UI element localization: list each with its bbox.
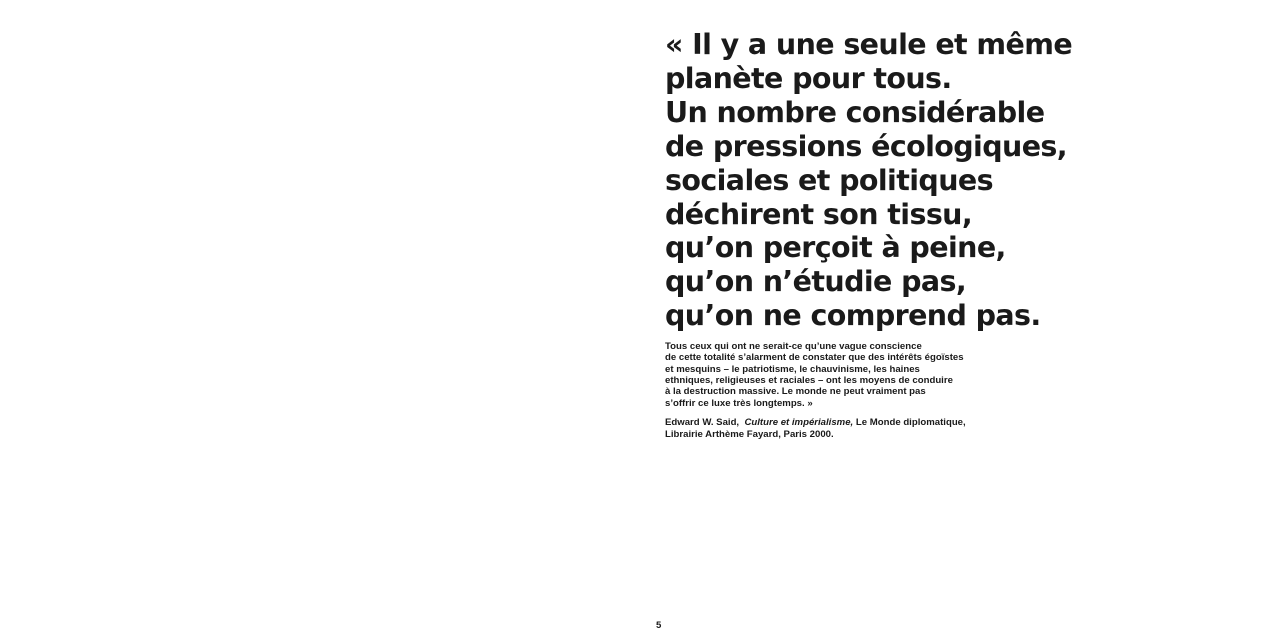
citation-line-1 bbox=[665, 417, 1265, 429]
quote-headline bbox=[665, 28, 1265, 333]
body-line: et mesquins – le patriotisme, le chauvinisme, les haines bbox=[665, 363, 920, 375]
citation-publisher: Le Monde diplomatique, bbox=[855, 416, 966, 428]
headline-line: déchirent son tissu, bbox=[665, 197, 973, 231]
headline-line: « Il y a une seule et même bbox=[665, 28, 1073, 61]
citation-line-2: Librairie Arthème Fayard, Paris 2000. bbox=[665, 428, 834, 440]
quote-body bbox=[665, 341, 1265, 409]
headline-line: qu’on n’étudie pas, bbox=[665, 265, 967, 299]
headline-line: sociales et politiques bbox=[665, 163, 993, 197]
headline-line: qu’on ne comprend pas. bbox=[665, 299, 1041, 333]
body-line: Tous ceux qui ont ne serait-ce qu’une vague conscience bbox=[665, 341, 922, 353]
citation-author: Edward W. Said, bbox=[665, 416, 740, 428]
headline-line: qu’on perçoit à peine, bbox=[665, 231, 1006, 265]
citation bbox=[665, 417, 1265, 440]
headline-line: planète pour tous. bbox=[665, 61, 952, 95]
body-line: de cette totalité s’alarment de constater que des intérêts égoïstes bbox=[665, 352, 964, 364]
citation-book-title: Culture et impérialisme, bbox=[744, 416, 854, 428]
headline-line: Un nombre considérable bbox=[665, 95, 1045, 129]
body-line: à la destruction massive. Le monde ne peut vraiment pas bbox=[665, 386, 926, 398]
page-number: 5 bbox=[656, 620, 662, 631]
quote-block bbox=[665, 28, 1265, 440]
body-line: s’offrir ce luxe très longtemps. » bbox=[665, 397, 813, 409]
headline-line: de pressions écologiques, bbox=[665, 129, 1068, 163]
body-line: ethniques, religieuses et raciales – ont les moyens de conduire bbox=[665, 375, 953, 387]
right-page bbox=[640, 0, 1280, 640]
